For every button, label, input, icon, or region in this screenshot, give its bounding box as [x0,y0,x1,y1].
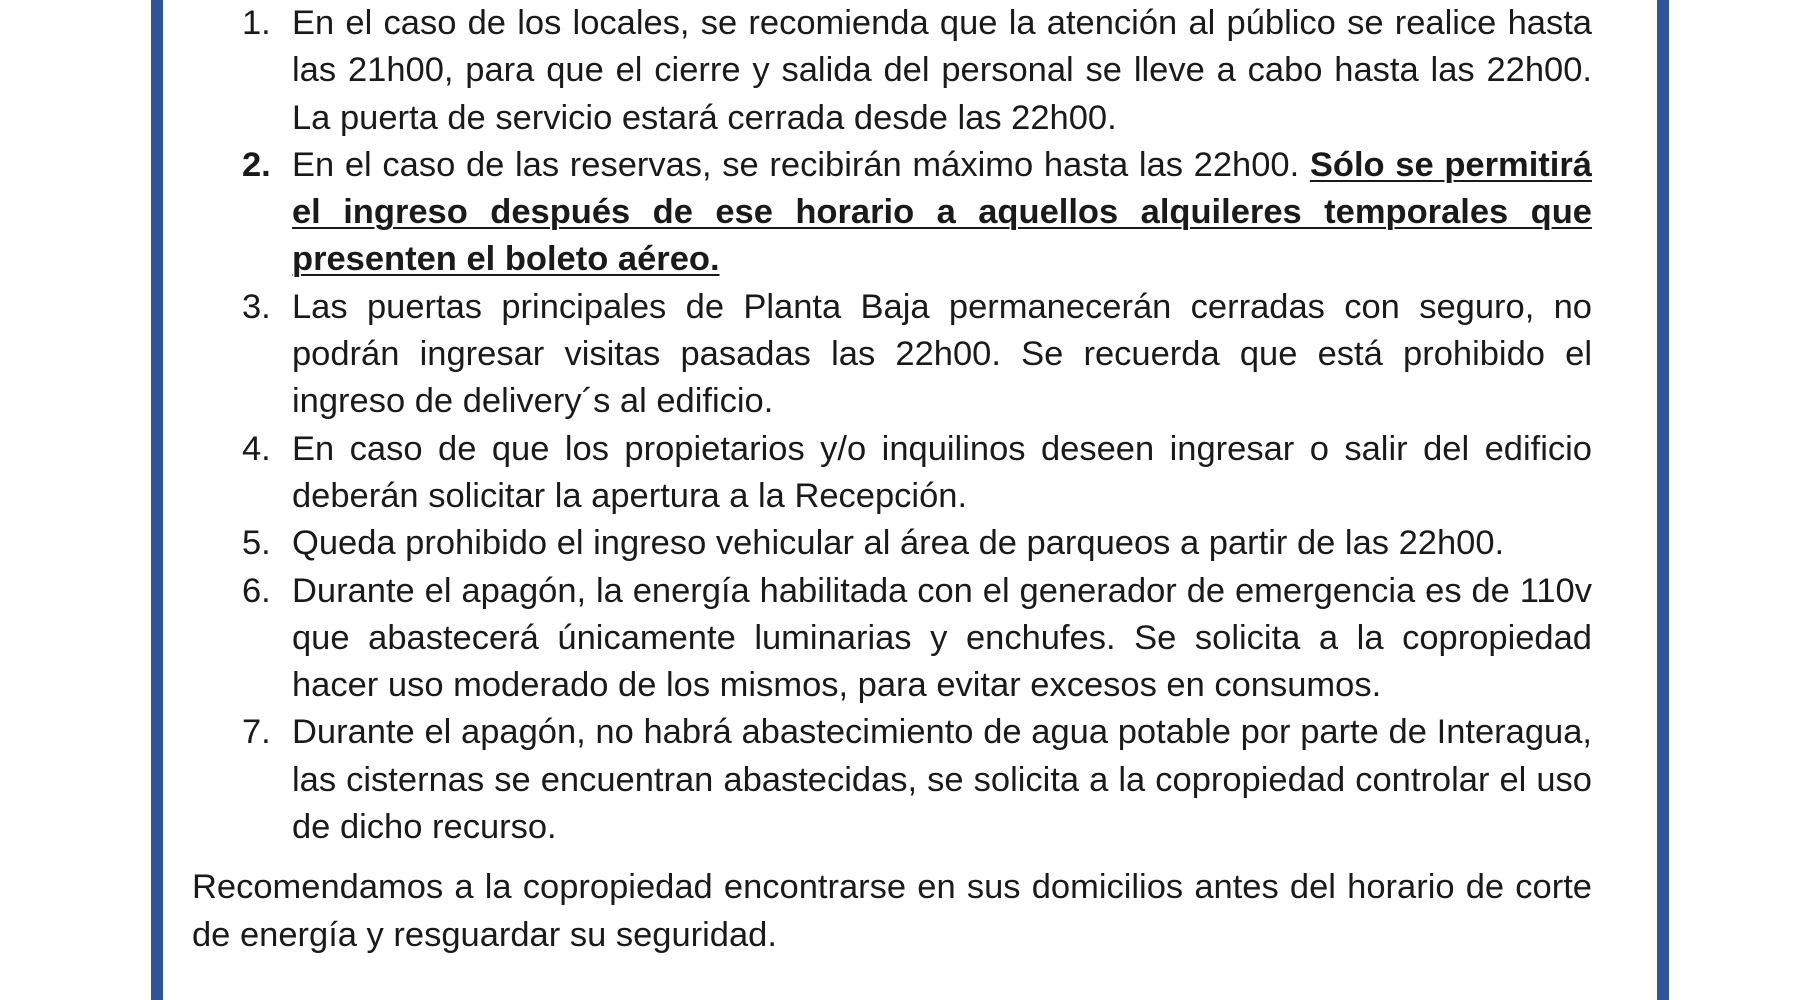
list-item-7 [192,709,1592,851]
item-text: Durante el apagón, no habrá abastecimiento de agua potable por parte de Interagua, las cisternas se encuentran abastecidas, se solicita a la copropiedad controlar el uso de dicho recurso. [292,713,1592,847]
document-body [192,0,1592,959]
page-border-right [1657,0,1669,1000]
list-item-5 [192,520,1592,567]
list-item-1 [192,0,1592,142]
item-number: 6. [242,571,271,610]
list-item-6 [192,568,1592,710]
item-text: Queda prohibido el ingreso vehicular al área de parqueos a partir de las 22h00. [292,524,1505,563]
list-item-3 [192,284,1592,426]
item-text: Las puertas principales de Planta Baja permanecerán cerradas con seguro, no podrán ingresar visitas pasadas las 22h00. Se recuerda que está prohibido el ingreso de delivery´s al edificio. [292,287,1592,421]
item-number: 7. [242,713,271,752]
page-border-left [151,0,163,1000]
list-item-4 [192,426,1592,521]
item-text: En el caso de las reservas, se recibirán máximo hasta las 22h00. [292,145,1310,184]
item-number: 5. [242,524,271,563]
item-emphasis-text: Sólo se permitirá el ingreso después de ese horario a aquellos alquileres temporales que presenten el boleto aéreo. [292,145,1592,279]
item-number: 3. [242,287,271,326]
item-text: Durante el apagón, la energía habilitada con el generador de emergencia es de 110v que abastecerá únicamente luminarias y enchufes. Se solicita a la copropiedad hacer uso moderado de los mismos, para evitar excesos en consumos. [292,571,1592,705]
item-text: En el caso de los locales, se recomienda que la atención al público se realice hasta las 21h00, para que el cierre y salida del personal se lleve a cabo hasta las 22h00. La puerta de servicio estará cerrada desde las 22h00. [292,4,1592,137]
closing-paragraph: Recomendamos a la copropiedad encontrarse en sus domicilios antes del horario de corte de energía y resguardar su seguridad. [192,868,1592,954]
item-number: 2. [242,145,271,184]
item-number: 1. [242,4,271,42]
item-text: En caso de que los propietarios y/o inquilinos deseen ingresar o salir del edificio deberán solicitar la apertura a la Recepción. [292,429,1592,515]
list-item-2 [192,142,1592,284]
item-number: 4. [242,429,271,468]
notice-list [192,0,1592,851]
